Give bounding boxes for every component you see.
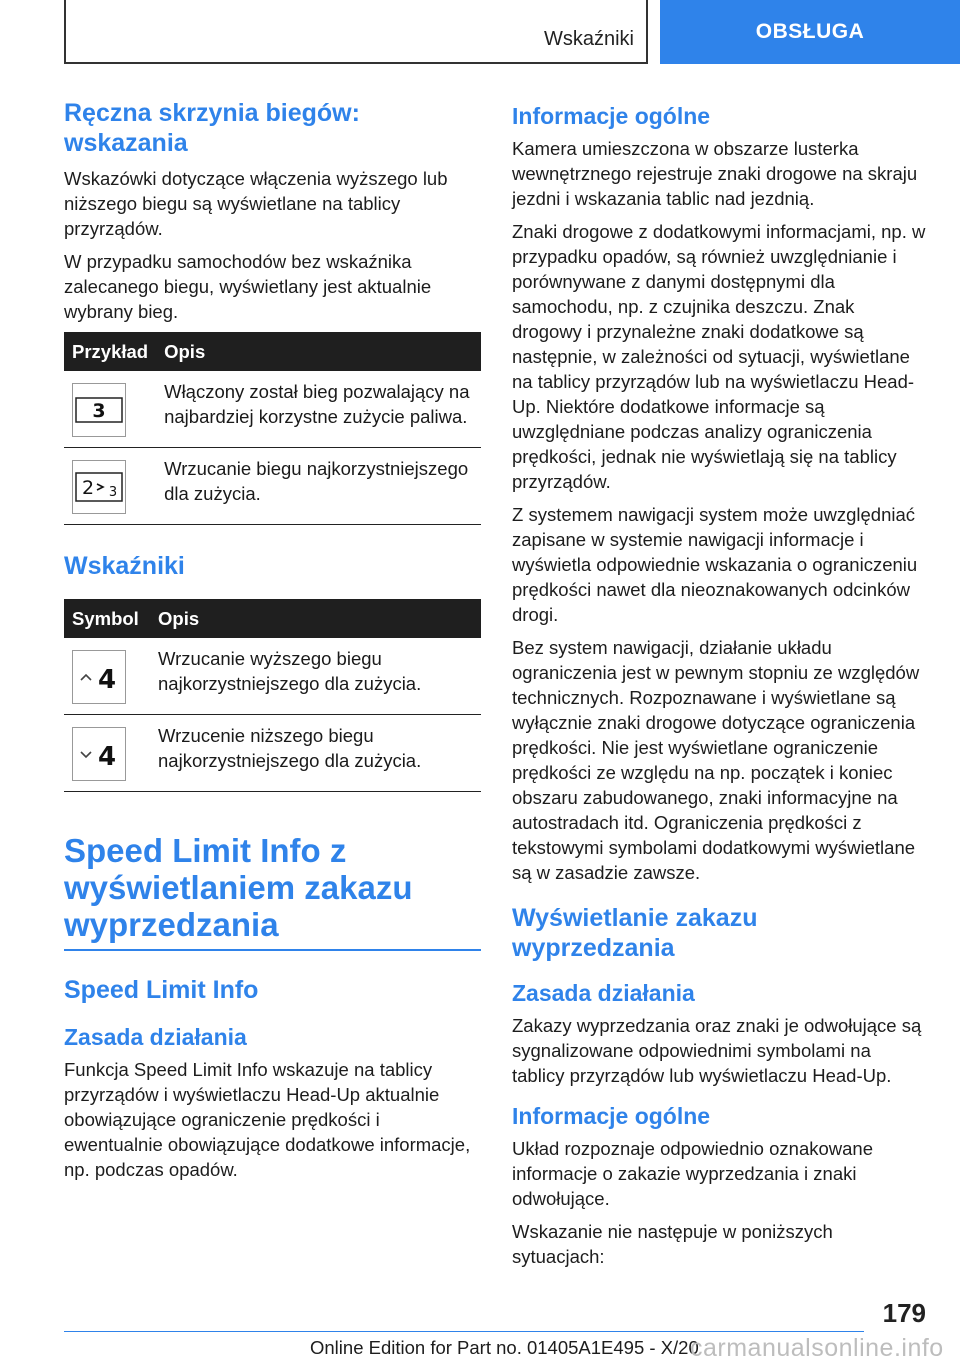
row-description: Wrzucanie wyższego biegu najkorzystniejszego dla zużycia. [150,638,481,715]
general-paragraph-3: Z systemem nawigacji system może uwzględniać zapisane w systemie nawigacji informacje i wyświetla odpowiednie wskazania o ograniczeniu prędkości nawet dla nieoznakowanych odcinków drogi. [512,504,918,625]
gear-example-table [64,332,481,525]
edition-info: Online Edition for Part no. 01405A1E495 - X/20 [310,1337,699,1358]
watermark: carmanualsonline.info [690,1334,944,1362]
table-header-description: Opis [150,599,481,638]
page-number: 179 [882,1298,926,1328]
general2-paragraph-2: Wskazanie nie następuje w poniższych sytuacjach: [512,1221,833,1267]
svg-text:4: 4 [97,665,117,692]
svg-text:3: 3 [108,485,118,500]
principle-heading-2: Zasada działania [512,980,695,1006]
manual-paragraph-2: W przypadku samochodów bez wskaźnika zalecanego biegu, wyświetlany jest aktualnie wybrany bieg. [64,251,432,322]
svg-text:3: 3 [92,400,106,422]
table-header-symbol: Symbol [64,599,150,638]
footer-rule [64,1331,864,1332]
general-paragraph-4: Bez system nawigacji, działanie układu ograniczenia jest w pewnym stopniu ze względów technicznych. Rozpoznawane i wyświetlane są wyłącznie znaki drogowe dotyczące ograniczenia prędkości. Nie jest wyświetlane ograniczenie prędkości ze względu na np. początek i koniec obszaru zabudowanego, znaki informacyjne na autostradach itd. Ograniczenia prędkości z tekstowymi symbolami dodatkowymi wyświetlane są w zasadzie zawsze. [512,637,920,883]
overtaking-heading: Wyświetlanie zakazu wyprzedzania [512,904,758,962]
upshift-4-icon [72,650,126,704]
speed-limit-heading: Speed Limit Info z wyświetlaniem zakazu wyprzedzania [64,832,413,943]
row-description: Wrzucanie biegu najkorzystniejszego dla zużycia. [156,448,481,525]
chapter-tab: OBSŁUGA [660,0,960,64]
table-row [64,638,481,715]
indicator-symbol-table [64,599,481,792]
principle-paragraph: Funkcja Speed Limit Info wskazuje na tablicy przyrządów i wyświetlaczu Head-Up aktualnie obowiązujące ograniczenie prędkości i ewentualnie obowiązujące dodatkowe informacje, np. podczas opadów. [64,1059,471,1180]
manual-paragraph-1: Wskazówki dotyczące włączenia wyższego lub niższego biegu są wyświetlane na tablicy przyrządów. [64,168,448,239]
table-row [64,371,481,448]
row-description: Wrzucenie niższego biegu najkorzystniejszego dla zużycia. [150,715,481,792]
table-row [64,448,481,525]
table-row [64,715,481,792]
general-paragraph-2: Znaki drogowe z dodatkowymi informacjami, np. w przypadku opadów, są również uwzględnianie i porównywane z danymi dostępnymi dla samochodu, np. z czujnika deszczu. Znak drogowy i przynależne znaki dodatkowe są następnie, w zależności od sytuacji, wyświetlane na tablicy przyrządów lub na wyświetlaczu Head-Up. Niektóre dodatkowe informacje są uwzględniane podczas analizy ograniczenia prędkości, jednak nie wyświetlają się na tablicy przyrządów. [512,221,926,492]
running-header [64,0,648,64]
general-info-heading: Informacje ogólne [512,103,711,129]
right-column [512,102,926,1277]
downshift-4-icon [72,727,126,781]
section-title: Wskaźniki [543,28,634,50]
table-header-example: Przykład [64,332,156,371]
indicators-heading: Wskaźniki [64,552,185,580]
gear-shift-2-to-3-icon [72,460,126,514]
sli-heading: Speed Limit Info [64,976,259,1004]
svg-text:2: 2 [81,477,95,499]
table-header-description: Opis [156,332,481,371]
speed-limit-section-title [64,832,481,951]
general-info-heading-2: Informacje ogólne [512,1103,711,1129]
principle-heading: Zasada działania [64,1024,247,1050]
general2-paragraph-1: Układ rozpoznaje odpowiednio oznakowane informacje o zakazie wyprzedzania i znaki odwołujące. [512,1138,873,1209]
svg-text:4: 4 [97,742,117,769]
general-paragraph-1: Kamera umieszczona w obszarze lusterka wewnętrznego rejestruje znaki drogowe na skraju jezdni i wskazania tablic nad jezdnią. [512,138,918,209]
gear-3-icon [72,383,126,437]
manual-gearbox-heading: Ręczna skrzynia biegów: wskazania [64,99,360,157]
row-description: Włączony został bieg pozwalający na najbardziej korzystne zużycie paliwa. [156,371,481,448]
principle-paragraph-2: Zakazy wyprzedzania oraz znaki je odwołujące są sygnalizowane odpowiednimi symbolami na tablicy przyrządów lub wyświetlaczu Head-Up. [512,1015,922,1086]
left-column [64,98,481,1190]
